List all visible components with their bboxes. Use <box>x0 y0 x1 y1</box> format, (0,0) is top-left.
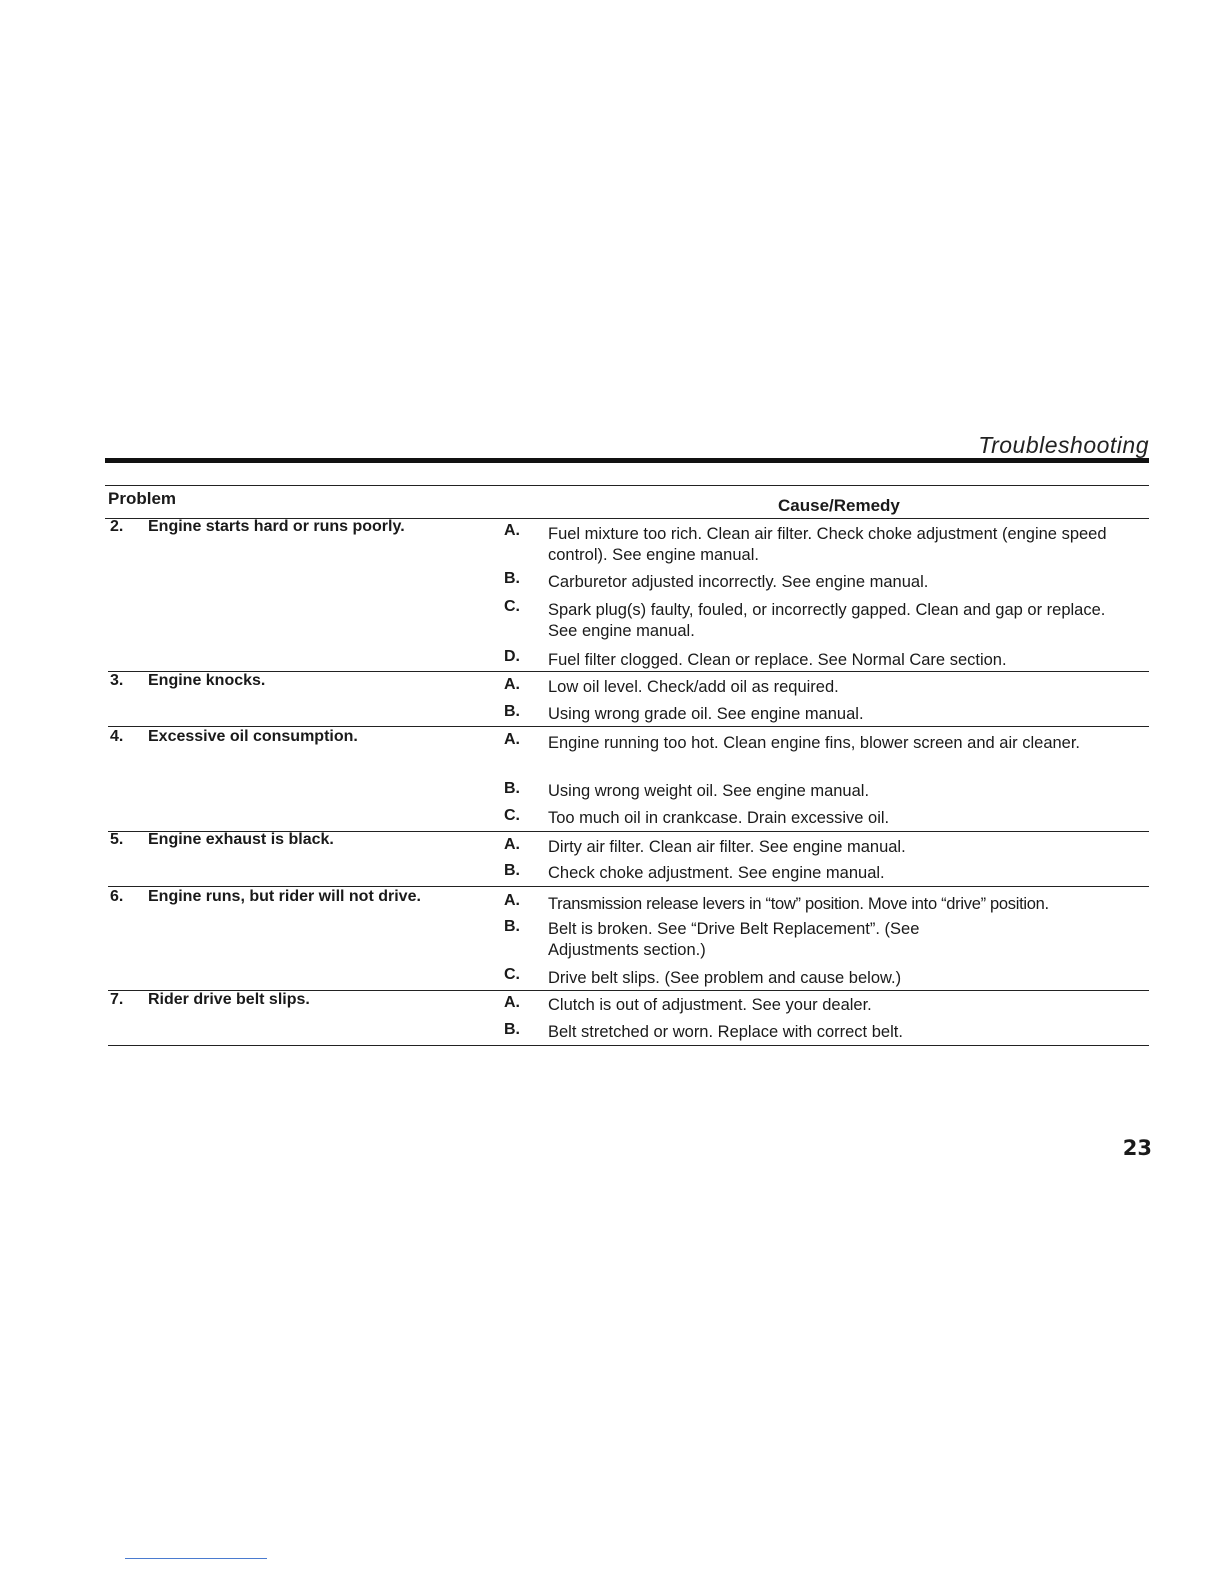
problem-number: 3. <box>110 672 124 689</box>
remedy-letter: A. <box>504 994 520 1011</box>
remedy-letter: C. <box>504 807 520 824</box>
problem-number: 7. <box>110 991 124 1008</box>
remedy-letter: B. <box>504 1021 520 1038</box>
problem-text: Engine starts hard or runs poorly. <box>148 518 405 535</box>
remedy-text: Using wrong weight oil. See engine manual. <box>548 782 870 800</box>
remedy-text: Check choke adjustment. See engine manual. <box>548 864 885 882</box>
remedy-letter: C. <box>504 966 520 983</box>
remedy-text: Spark plug(s) faulty, fouled, or incorrectly gapped. Clean and gap or replace. See engine manual. <box>548 601 1106 640</box>
remedy-letter: B. <box>504 570 520 587</box>
remedy-text: Belt stretched or worn. Replace with correct belt. <box>548 1023 903 1041</box>
page-number: 23 <box>1122 1136 1152 1160</box>
remedy-letter: B. <box>504 918 520 935</box>
remedy-text: Too much oil in crankcase. Drain excessive oil. <box>548 809 890 827</box>
remedy-text: Dirty air filter. Clean air filter. See engine manual. <box>548 838 906 856</box>
problem-number: 2. <box>110 518 124 535</box>
remedy-letter: A. <box>504 731 520 748</box>
table-bottom-rule <box>108 1045 1149 1046</box>
remedy-text: Engine running too hot. Clean engine fins, blower screen and air cleaner. <box>548 734 1081 752</box>
remedy-text: Fuel mixture too rich. Clean air filter. Check choke adjustment (engine speed control). See engine manual. <box>548 525 1107 564</box>
remedy-text: Belt is broken. See “Drive Belt Replacement”. (See Adjustments section.) <box>548 920 920 959</box>
row-divider <box>108 886 1149 887</box>
problem-text: Engine runs, but rider will not drive. <box>148 888 421 905</box>
remedy-text: Fuel filter clogged. Clean or replace. See Normal Care section. <box>548 651 1007 669</box>
footer-underline <box>125 1558 267 1559</box>
column-header-problem: Problem <box>108 489 177 508</box>
remedy-text: Using wrong grade oil. See engine manual. <box>548 705 864 723</box>
remedy-letter: B. <box>504 862 520 879</box>
remedy-text: Clutch is out of adjustment. See your dealer. <box>548 996 872 1014</box>
problem-number: 4. <box>110 728 124 745</box>
problem-number: 5. <box>110 831 124 848</box>
remedy-letter: B. <box>504 703 520 720</box>
remedy-letter: C. <box>504 598 520 615</box>
section-title: Troubleshooting <box>978 432 1149 458</box>
row-divider <box>108 726 1149 727</box>
remedy-letter: A. <box>504 522 520 539</box>
remedy-text: Drive belt slips. (See problem and cause below.) <box>548 969 902 987</box>
remedy-letter: D. <box>504 648 520 665</box>
header-rule <box>105 458 1149 463</box>
problem-text: Engine knocks. <box>148 672 266 689</box>
remedy-letter: A. <box>504 676 520 693</box>
problem-text: Excessive oil consumption. <box>148 728 358 745</box>
table-top-rule <box>105 485 1149 486</box>
remedy-text: Low oil level. Check/add oil as required. <box>548 678 839 696</box>
remedy-letter: A. <box>504 836 520 853</box>
remedy-text: Carburetor adjusted incorrectly. See engine manual. <box>548 573 929 591</box>
remedy-letter: A. <box>504 892 520 909</box>
remedy-letter: B. <box>504 780 520 797</box>
problem-text: Rider drive belt slips. <box>148 991 310 1008</box>
remedy-text: Transmission release levers in “tow” position. Move into “drive” position. <box>548 895 1049 913</box>
column-header-cause-remedy: Cause/Remedy <box>778 496 900 515</box>
problem-text: Engine exhaust is black. <box>148 831 334 848</box>
problem-number: 6. <box>110 888 124 905</box>
